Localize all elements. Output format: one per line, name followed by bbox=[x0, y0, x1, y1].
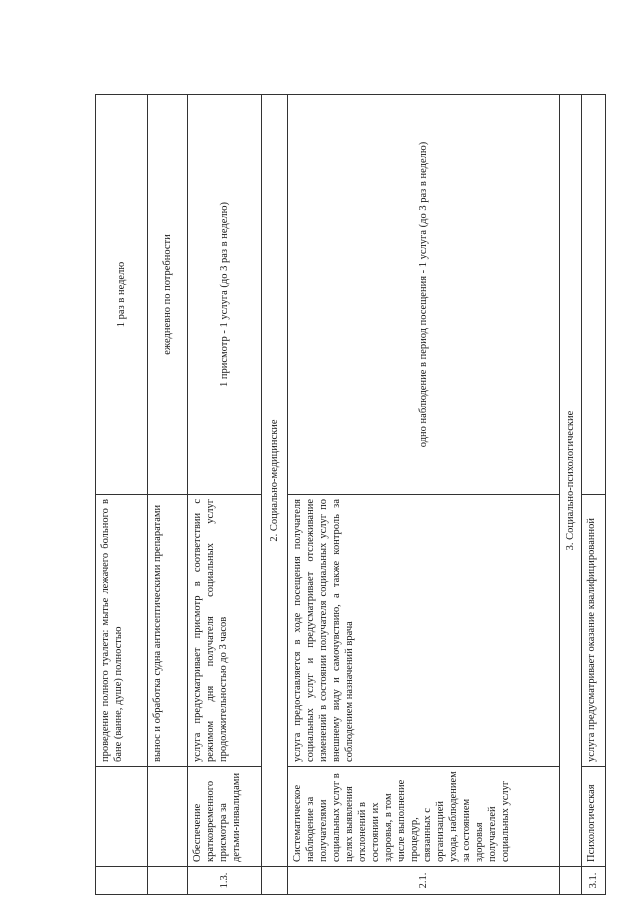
service-name-cell bbox=[148, 767, 188, 867]
service-name-cell: Систематическое наблюдение за получателями социальных услуг в целях выявления отклонений в состоянии их здоровья, в том числе выполнение процедур, связанных с организацией ухода, наблюдением за состоянием здоровья получателей социальных услуг bbox=[288, 767, 560, 867]
row-number-cell bbox=[96, 867, 148, 895]
service-frequency-cell: 1 раз в неделю bbox=[96, 95, 148, 495]
rotated-table-sheet bbox=[95, 95, 605, 895]
service-frequency-cell bbox=[582, 95, 606, 495]
section-header-row bbox=[560, 95, 582, 895]
section-title: 3. Социально-психологические bbox=[560, 95, 582, 867]
service-content-cell: вынос и обработка судна антисептическими препаратами bbox=[148, 495, 188, 767]
service-content-cell: услуга предусматривает оказание квалифицированной bbox=[582, 495, 606, 767]
row-number-cell: 1.3. bbox=[188, 867, 262, 895]
service-content-cell: проведение полного туалета: мытье лежачего больного в бане (ванне, душе) полностью bbox=[96, 495, 148, 767]
row-number-cell bbox=[148, 867, 188, 895]
table-row bbox=[288, 95, 560, 895]
table-row bbox=[148, 95, 188, 895]
service-frequency-cell: одно наблюдение в период посещения - 1 услуга (до 3 раз в неделю) bbox=[288, 95, 560, 495]
service-frequency-cell: 1 присмотр - 1 услуга (до 3 раз в неделю) bbox=[188, 95, 262, 495]
row-number-cell: 2.1. bbox=[288, 867, 560, 895]
table-row bbox=[188, 95, 262, 895]
section-header-row bbox=[262, 95, 288, 895]
section-title: 2. Социально-медицинские bbox=[262, 95, 288, 867]
service-frequency-cell: ежедневно по потребности bbox=[148, 95, 188, 495]
service-name-cell bbox=[96, 767, 148, 867]
services-table bbox=[95, 94, 606, 895]
row-number-cell: 3.1. bbox=[582, 867, 606, 895]
service-content-cell: услуга предусматривает присмотр в соответствии с режимом дня получателя социальных услуг продолжительностью до 3 часов bbox=[188, 495, 262, 767]
row-number-cell bbox=[262, 867, 288, 895]
row-number-cell bbox=[560, 867, 582, 895]
service-content-cell: услуга предоставляется в ходе посещения получателя социальных услуг и предусматривает отслеживание изменений в состоянии получателя социальных услуг по внешнему виду и самочувствию, а также контроль за соблюдением назначений врача bbox=[288, 495, 560, 767]
service-name-cell: Обеспечение кратковременного присмотра за детьми-инвалидами bbox=[188, 767, 262, 867]
table-row bbox=[96, 95, 148, 895]
table-row bbox=[582, 95, 606, 895]
service-name-cell: Психологическая bbox=[582, 767, 606, 867]
